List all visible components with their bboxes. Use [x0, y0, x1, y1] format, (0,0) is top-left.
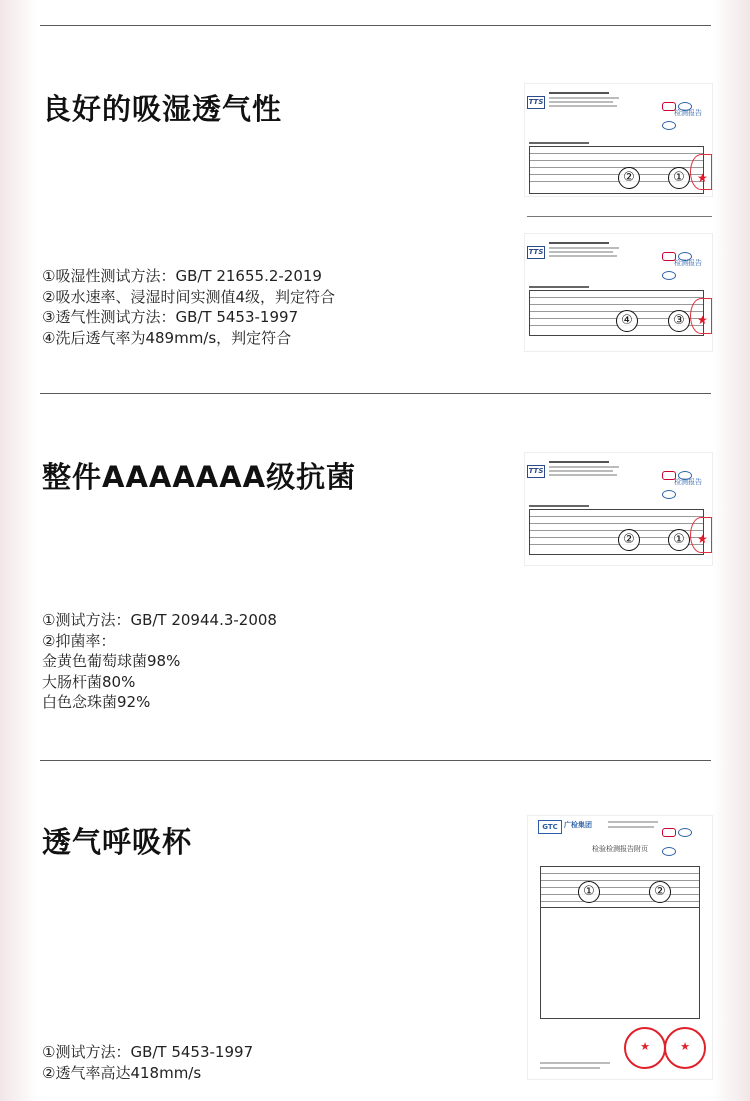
- test-report-thumbnail: [524, 233, 713, 352]
- text-line: ②吸水速率、浸湿时间实测值4级，判定符合: [42, 287, 335, 306]
- red-seal-stamp-icon: ★: [664, 1027, 706, 1069]
- section-title: 整件AAAAAAA级抗菌: [42, 460, 357, 494]
- section-text: [42, 610, 277, 713]
- gtc-logo-icon: GTC: [538, 820, 562, 834]
- text-line: 金黄色葡萄球菌98%: [42, 652, 181, 670]
- callout-marker: ①: [668, 529, 690, 551]
- test-report-thumbnail: [524, 83, 713, 197]
- text-line: ④洗后透气率为489mm/s，判定符合: [42, 328, 292, 347]
- report-label: 检测报告: [674, 259, 702, 267]
- text-line: ②透气率高达418mm/s: [42, 1063, 202, 1082]
- callout-marker: ①: [578, 881, 600, 903]
- text-line: ②抑菌率：: [42, 631, 116, 650]
- text-line: ①测试方法：GB/T 20944.3-2008: [42, 611, 277, 629]
- section-title: 透气呼吸杯: [42, 825, 193, 859]
- certification-marks-icon: [662, 822, 708, 830]
- tts-logo-icon: TTS: [527, 96, 545, 109]
- callout-marker: ④: [616, 310, 638, 332]
- callout-marker: ③: [668, 310, 690, 332]
- red-star-icon: ★: [697, 171, 708, 185]
- callout-marker: ②: [618, 529, 640, 551]
- gtc-name: 广检集团: [564, 821, 592, 829]
- section-text: [42, 1042, 253, 1083]
- text-line: ③透气性测试方法：GB/T 5453-1997: [42, 308, 299, 326]
- red-seal-stamp-icon: ★: [624, 1027, 666, 1069]
- section-text: [42, 266, 335, 348]
- divider: [40, 760, 711, 761]
- report-label: 检验检测报告附页: [592, 845, 648, 853]
- callout-marker: ②: [618, 167, 640, 189]
- section-title: 良好的吸湿透气性: [42, 92, 283, 126]
- tts-logo-icon: TTS: [527, 246, 545, 259]
- certification-marks-icon: [662, 246, 708, 254]
- test-report-thumbnail: [527, 815, 713, 1080]
- report-label: 检测报告: [674, 109, 702, 117]
- divider: [40, 25, 711, 26]
- test-report-thumbnail: [524, 452, 713, 566]
- text-line: 大肠杆菌80%: [42, 672, 136, 691]
- tts-logo-icon: TTS: [527, 465, 545, 478]
- red-star-icon: ★: [697, 313, 708, 327]
- certification-marks-icon: [662, 465, 708, 473]
- callout-marker: ②: [649, 881, 671, 903]
- text-line: ①吸湿性测试方法：GB/T 21655.2-2019: [42, 267, 322, 285]
- callout-marker: ①: [668, 167, 690, 189]
- report-label: 检测报告: [674, 478, 702, 486]
- divider: [527, 216, 712, 217]
- text-line: ①测试方法：GB/T 5453-1997: [42, 1043, 254, 1061]
- certification-marks-icon: [662, 96, 708, 104]
- text-line: 白色念珠菌92%: [42, 693, 151, 711]
- divider: [40, 393, 711, 394]
- red-star-icon: ★: [697, 532, 708, 546]
